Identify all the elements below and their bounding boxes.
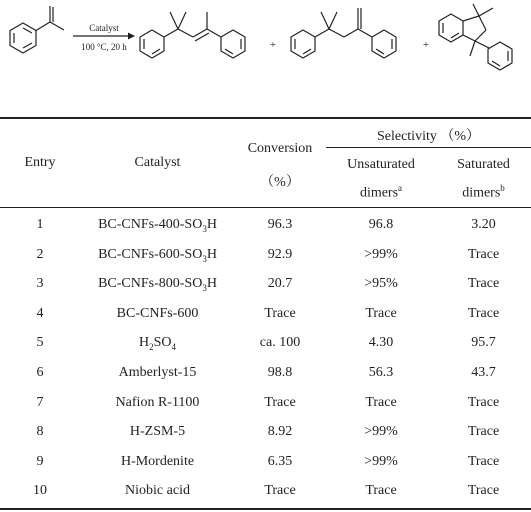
header-conversion: Conversion xyxy=(247,141,313,156)
condition-temperature-time: 100 °C, 20 h xyxy=(81,42,127,52)
catalyst-text-part: BC-CNFs-800-SO xyxy=(98,276,203,292)
cell-catalyst xyxy=(80,210,235,239)
catalyst-text-part: 3 xyxy=(202,253,207,264)
top-rule xyxy=(0,117,531,119)
product-unsaturated-terminal xyxy=(291,8,396,58)
cell-unsat: >99% xyxy=(364,246,398,262)
footnote-mark-b: b xyxy=(500,183,505,193)
cell-conversion: Trace xyxy=(264,305,296,321)
catalyst-text-part: Niobic acid xyxy=(125,483,190,499)
header-rule xyxy=(0,207,531,208)
cell-catalyst xyxy=(80,358,235,387)
cell-catalyst xyxy=(80,299,235,328)
cell-sat: 95.7 xyxy=(471,335,496,351)
cell-catalyst xyxy=(80,417,235,446)
bottom-rule xyxy=(0,508,531,510)
catalyst-text-part: Nafion R-1100 xyxy=(115,394,200,410)
cell-unsat: Trace xyxy=(365,394,397,410)
cell-catalyst xyxy=(80,328,235,357)
cell-unsat: 56.3 xyxy=(368,365,394,380)
cell-unsat: 4.30 xyxy=(368,335,394,351)
reactant-structure xyxy=(10,6,64,53)
header-saturated: Saturated xyxy=(457,157,510,172)
cell-unsat: Trace xyxy=(365,305,397,321)
cell-conversion: 92.9 xyxy=(267,246,293,262)
cell-sat: Trace xyxy=(467,394,500,410)
cell-entry: 2 xyxy=(36,246,44,262)
condition-reagent: Catalyst xyxy=(89,23,119,33)
cell-conversion: ca. 100 xyxy=(259,335,301,351)
catalyst-text-part: 3 xyxy=(202,282,207,293)
cell-sat: Trace xyxy=(467,305,500,321)
cell-entry: 6 xyxy=(36,365,44,380)
cell-sat: Trace xyxy=(467,424,500,440)
cell-conversion: 96.3 xyxy=(267,217,293,232)
footnote-mark-a: a xyxy=(398,183,403,193)
cell-entry: 8 xyxy=(36,424,44,440)
catalyst-text-part: H-ZSM-5 xyxy=(129,424,186,440)
cell-catalyst xyxy=(80,476,235,505)
cell-conversion: 8.92 xyxy=(267,424,293,440)
cell-conversion: Trace xyxy=(264,394,296,410)
catalyst-text-part: H xyxy=(206,276,217,292)
catalyst-text-part: BC-CNFs-600 xyxy=(116,305,199,321)
catalyst-text-part: H xyxy=(138,335,150,351)
cell-conversion: 98.8 xyxy=(267,365,293,380)
cell-sat: Trace xyxy=(467,453,500,469)
reaction-arrow xyxy=(73,33,135,40)
cell-entry: 5 xyxy=(36,335,44,351)
cell-catalyst xyxy=(80,447,235,476)
cell-unsat: >99% xyxy=(364,424,398,440)
header-unsaturated-dimers-text: dimers xyxy=(359,185,399,201)
catalyst-text-part: Amberlyst-15 xyxy=(118,365,197,380)
cell-conversion: 6.35 xyxy=(267,453,293,469)
cell-sat: 43.7 xyxy=(471,365,496,380)
product-saturated-indane xyxy=(439,4,512,70)
cell-unsat: Trace xyxy=(365,483,397,499)
cell-sat: Trace xyxy=(467,246,500,262)
catalyst-text-part: BC-CNFs-600-SO xyxy=(98,246,203,262)
cell-entry: 3 xyxy=(36,276,44,292)
cell-catalyst xyxy=(80,269,235,298)
catalyst-text-part: H xyxy=(206,217,217,232)
cell-sat: 3.20 xyxy=(471,217,496,232)
plus-sign-1: + xyxy=(269,39,277,51)
cell-catalyst xyxy=(80,388,235,417)
product-unsaturated-linear xyxy=(140,12,245,58)
cell-unsat: 96.8 xyxy=(368,217,394,232)
cell-entry: 9 xyxy=(36,453,44,469)
catalyst-text-part: H xyxy=(206,246,217,262)
header-catalyst: Catalyst xyxy=(134,155,181,170)
plus-sign-2: + xyxy=(422,39,430,51)
header-conversion-unit: （%） xyxy=(260,175,300,190)
header-saturated-dimers xyxy=(436,183,531,202)
cell-entry: 10 xyxy=(33,483,47,499)
cell-sat: Trace xyxy=(467,483,500,499)
cell-entry: 7 xyxy=(36,394,44,410)
selectivity-rule xyxy=(326,147,531,148)
cell-catalyst xyxy=(80,240,235,269)
cell-entry: 1 xyxy=(36,217,44,232)
catalyst-text-part: BC-CNFs-400-SO xyxy=(98,217,203,232)
catalyst-text-part: SO xyxy=(153,335,172,351)
header-entry: Entry xyxy=(24,155,56,170)
catalyst-text-part: 2 xyxy=(149,342,154,353)
cell-conversion: Trace xyxy=(264,483,296,499)
header-unsaturated: Unsaturated xyxy=(347,157,415,172)
header-selectivity: Selectivity （%） xyxy=(376,129,481,144)
cell-sat: Trace xyxy=(467,276,500,292)
catalyst-text-part: 4 xyxy=(171,342,177,353)
catalyst-text-part: 3 xyxy=(202,223,207,234)
cell-unsat: >95% xyxy=(364,276,398,292)
header-unsaturated-dimers xyxy=(326,183,436,202)
header-saturated-dimers-text: dimers xyxy=(462,185,501,201)
cell-unsat: >99% xyxy=(364,453,398,469)
catalyst-text-part: H-Mordenite xyxy=(120,453,195,469)
reaction-scheme xyxy=(0,0,531,75)
cell-conversion: 20.7 xyxy=(267,276,293,292)
cell-entry: 4 xyxy=(36,305,44,321)
